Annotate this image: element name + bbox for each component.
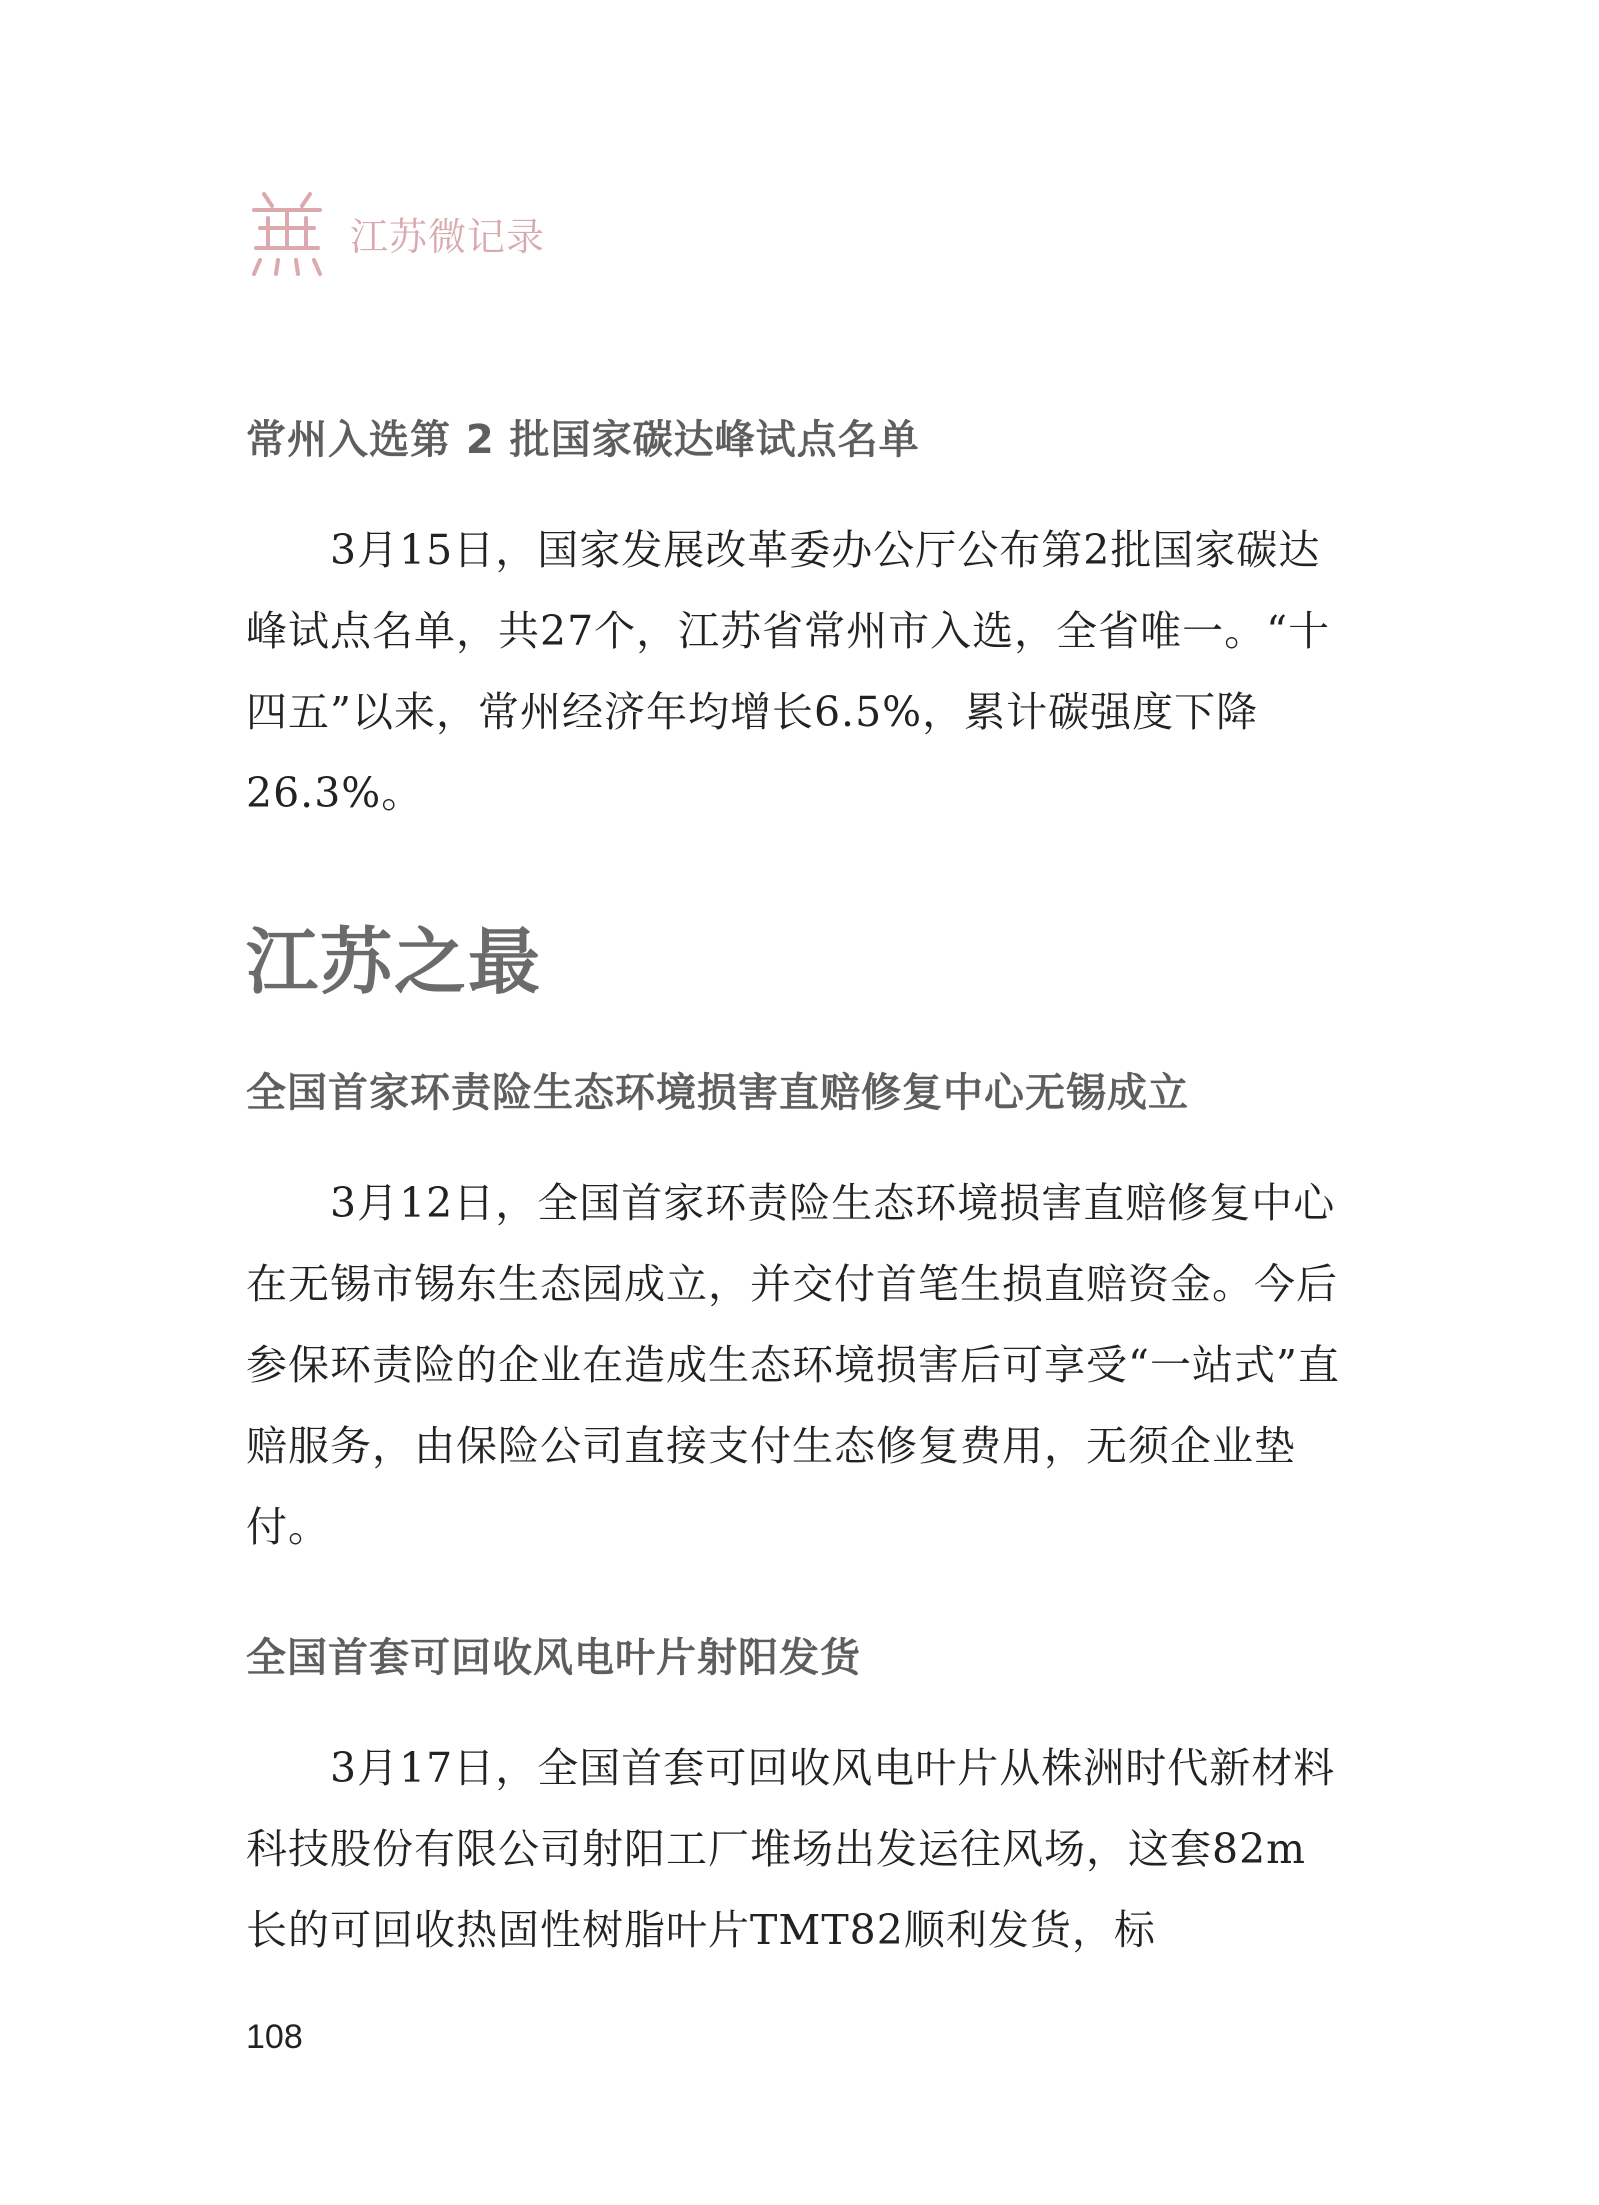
section-heading: 全国首家环责险生态环境损害直赔修复中心无锡成立 [246, 1070, 1189, 1116]
section-heading: 常州入选第 2 批国家碳达峰试点名单 [246, 417, 920, 463]
section-paragraph: 3月17日，全国首套可回收风电叶片从株洲时代新材料科技股份有限公司射阳工厂堆场出发运往风场，这套82m长的可回收热固性树脂叶片TMT82顺利发货，标 [246, 1744, 1336, 1954]
section-wind-blade [246, 1628, 1346, 1971]
page-number: 108 [246, 2018, 303, 2056]
category-title: 江苏之最 [246, 920, 543, 1004]
section-paragraph: 3月15日，国家发展改革委办公厅公布第2批国家碳达峰试点名单，共27个，江苏省常州市入选，全省唯一。“十四五”以来，常州经济年均增长6.5%，累计碳强度下降26.3%。 [246, 526, 1331, 817]
page-header [246, 188, 545, 278]
section-paragraph: 3月12日，全国首家环责险生态环境损害直赔修复中心在无锡市锡东生态园成立，并交付首笔生损直赔资金。今后参保环责险的企业在造成生态环境损害后可享受“一站式”直赔服务，由保险公司直接支付生态修复费用，无须企业垫付。 [246, 1179, 1340, 1551]
header-title: 江苏微记录 [350, 214, 546, 259]
section-carbon-peak [246, 410, 1346, 834]
section-heading: 全国首套可回收风电叶片射阳发货 [246, 1635, 861, 1681]
section-wuxi-center [246, 1063, 1346, 1568]
jiangsu-logo-icon [246, 188, 328, 278]
